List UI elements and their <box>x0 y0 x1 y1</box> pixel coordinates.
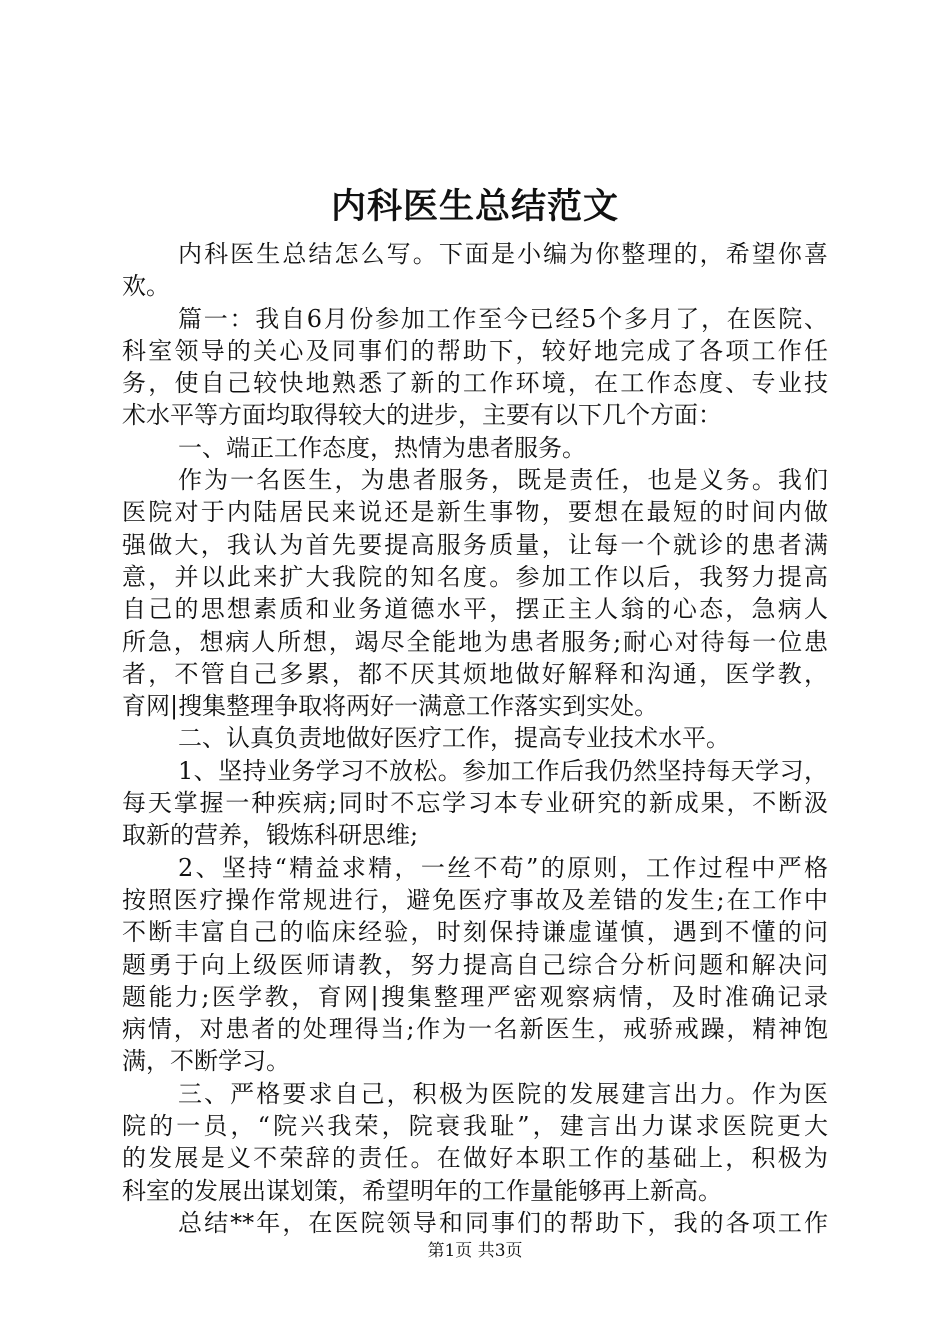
text-line: 自己的思想素质和业务道德水平，摆正主人翁的心态，急病人 <box>122 595 828 624</box>
text-line: 医院对于内陆居民来说还是新生事物，要想在最短的时间内做 <box>122 498 828 527</box>
text-line: 所急，想病人所想，竭尽全能地为患者服务;耐心对待每一位患 <box>122 627 828 656</box>
text-line: 强做大，我认为首先要提高服务质量，让每一个就诊的患者满 <box>122 530 828 559</box>
text-line: 内科医生总结怎么写。下面是小编为你整理的，希望你喜 <box>178 240 828 268</box>
text-line: 务，使自己较快地熟悉了新的工作环境，在工作态度、专业技 <box>122 369 828 398</box>
text-line: 篇一：我自6月份参加工作至今已经5个多月了，在医院、 <box>178 304 828 333</box>
text-line: 总结**年，在医院领导和同事们的帮助下，我的各项工作 <box>178 1208 828 1237</box>
section-heading: 一、端正工作态度，热情为患者服务。 <box>178 433 586 462</box>
text-line: 题能力;医学教，育网|搜集整理严密观察病情，及时准确记录 <box>122 982 828 1011</box>
text-line: 术水平等方面均取得较大的进步，主要有以下几个方面： <box>122 401 722 430</box>
text-line: 的发展是义不荣辞的责任。在做好本职工作的基础上，积极为 <box>122 1144 828 1173</box>
text-line: 院的一员，“院兴我荣，院衰我耻”，建言出力谋求医院更大 <box>122 1112 828 1141</box>
section-heading: 三、严格要求自己，积极为医院的发展建言出力。作为医 <box>178 1079 828 1108</box>
text-line: 意，并以此来扩大我院的知名度。参加工作以后，我努力提高 <box>122 562 828 591</box>
text-line: 每天掌握一种疾病;同时不忘学习本专业研究的新成果，不断汲 <box>122 789 828 818</box>
text-line: 不断丰富自己的临床经验，时刻保持谦虚谨慎，遇到不懂的问 <box>122 918 828 947</box>
text-line: 取新的营养，锻炼科研思维; <box>122 821 419 850</box>
document-title: 内科医生总结范文 <box>330 186 619 227</box>
text-line: 作为一名医生，为患者服务，既是责任，也是义务。我们 <box>178 466 828 495</box>
text-line: 题勇于向上级医师请教，努力提高自己综合分析问题和解决问 <box>122 950 828 979</box>
text-line: 1、坚持业务学习不放松。参加工作后我仍然坚持每天学习， <box>178 756 828 785</box>
text-line: 科室的发展出谋划策，希望明年的工作量能够再上新高。 <box>122 1176 722 1205</box>
text-line: 育网|搜集整理争取将两好一满意工作落实到实处。 <box>122 692 659 721</box>
document-body <box>122 238 828 1239</box>
section-heading: 二、认真负责地做好医疗工作，提高专业技术水平。 <box>178 724 730 753</box>
text-line: 病情，对患者的处理得当;作为一名新医生，戒骄戒躁，精神饱 <box>122 1015 828 1044</box>
page-footer: 第1页 共3页 <box>427 1241 523 1261</box>
text-line: 按照医疗操作常规进行，避免医疗事故及差错的发生;在工作中 <box>122 885 828 914</box>
text-line: 欢。 <box>122 272 170 301</box>
text-line: 满，不断学习。 <box>122 1047 290 1076</box>
text-line: 2、坚持“精益求精，一丝不苟”的原则，工作过程中严格 <box>178 853 828 882</box>
text-line: 者，不管自己多累，都不厌其烦地做好解释和沟通，医学教， <box>122 659 828 688</box>
text-line: 科室领导的关心及同事们的帮助下，较好地完成了各项工作任 <box>122 336 828 365</box>
